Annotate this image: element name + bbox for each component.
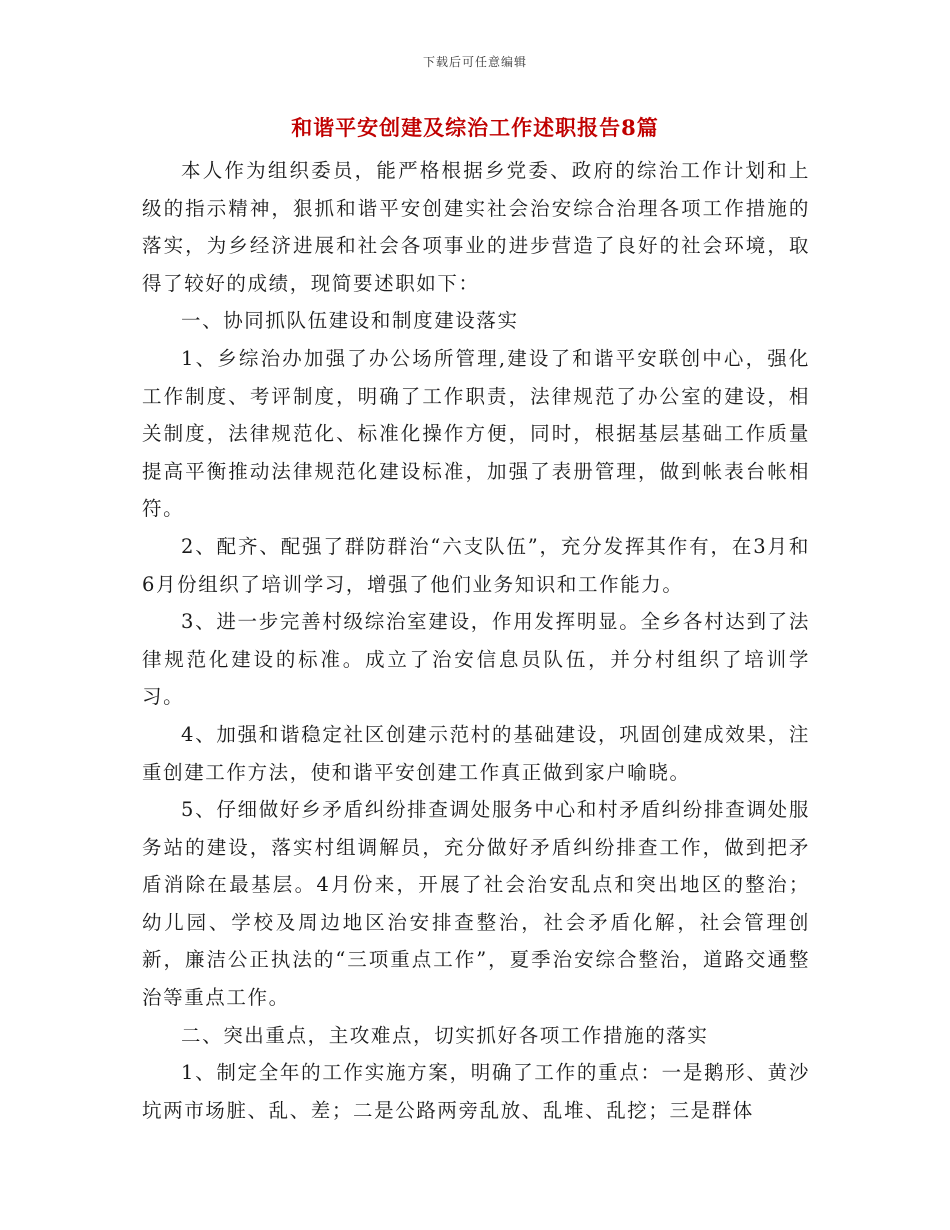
paragraph-2-1: 1、制定全年的工作实施方案，明确了工作的重点：一是鹅形、黄沙坑两市场脏、乱、差；二是公路两旁乱放、乱堆、乱挖；三是群体: [142, 1061, 810, 1122]
paragraph-1-4: 4、加强和谐稳定社区创建示范村的基础建设，巩固创建成效果，注重创建工作方法，使和谐平安创建工作真正做到家户喻晓。: [142, 722, 810, 784]
document-body: [142, 152, 810, 1129]
section-heading-2: 二、突出重点，主攻难点，切实抓好各项工作措施的落实: [181, 1023, 709, 1047]
paragraph-1-5: 5、仔细做好乡矛盾纠纷排查调处服务中心和村矛盾纠纷排查调处服务站的建设，落实村组调解员，充分做好矛盾纠纷排查工作，做到把矛盾消除在最基层。4月份来，开展了社会治安乱点和突出地区的整治；幼儿园、学校及周边地区治安排查整治，社会矛盾化解，社会管理创新，廉洁公正执法的“三项重点工作”，夏季治安综合整治，道路交通整治等重点工作。: [142, 798, 810, 1010]
paragraph-1-1: 1、乡综治办加强了办公场所管理,建设了和谐平安联创中心，强化工作制度、考评制度，明确了工作职责，法律规范了办公室的建设，相关制度，法律规范化、标准化操作方便，同时，根据基层基础工作质量提高平衡推动法律规范化建设标准，加强了表册管理，做到帐表台帐相符。: [142, 346, 810, 521]
paragraph-1-2: 2、配齐、配强了群防群治“六支队伍”，充分发挥其作有，在3月和6月份组织了培训学习，增强了他们业务知识和工作能力。: [142, 534, 810, 596]
section-heading-1: 一、协同抓队伍建设和制度建设落实: [181, 309, 519, 333]
paragraph-1-3: 3、进一步完善村级综治室建设，作用发挥明显。全乡各村达到了法律规范化建设的标准。成立了治安信息员队伍，并分村组织了培训学习。: [142, 610, 810, 709]
header-note: 下载后可任意编辑: [422, 55, 527, 69]
paragraph-intro: 本人作为组织委员，能严格根据乡党委、政府的综治工作计划和上级的指示精神，狠抓和谐平安创建实社会治安综合治理各项工作措施的落实，为乡经济进展和社会各项事业的进步营造了良好的社会环境，取得了较好的成绩，现简要述职如下：: [142, 159, 810, 295]
document-title: 和谐平安创建及综治工作述职报告8篇: [291, 115, 659, 140]
